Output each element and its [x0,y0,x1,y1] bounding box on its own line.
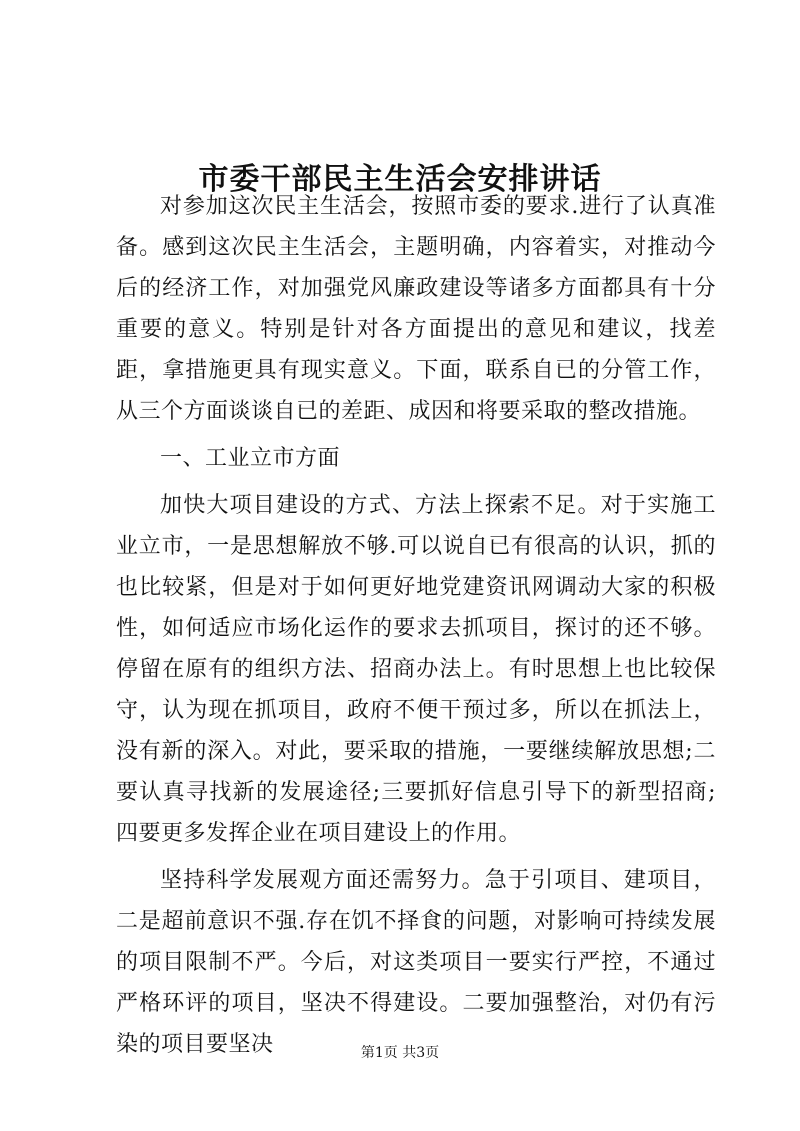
section-heading-industry: 一、工业立市方面 [160,446,341,471]
paragraph-project-construction: 加快大项目建设的方式、方法上探索不足。对于实施工业立市，一是思想解放不够.可以说自已有很高的认识，抓的也比较紧，但是对于如何更好地党建资讯网调动大家的积极性，如何适应市场化运作的要求去抓项目，探讨的还不够。停留在原有的组织方法、招商办法上。有时思想上也比较保守，认为现在抓项目，政府不便干预过多，所以在抓法上，没有新的深入。对此，要采取的措施，一要继续解放思想;二要认真寻找新的发展途径;三要抓好信息引导下的新型招商;四要更多发挥企业在项目建设上的作用。 [116,493,716,846]
document-body [116,186,716,1065]
paragraph-scientific-development: 坚持科学发展观方面还需努力。急于引项目、建项目，二是超前意识不强.存在饥不择食的问题，对影响可持续发展的项目限制不严。今后，对这类项目一要实行严控，不通过严格环评的项目，坚决不得建设。二要加强整治，对仍有污染的项目要坚决 [116,868,716,1057]
paragraph-intro: 对参加这次民主生活会，按照市委的要求.进行了认真准备。感到这次民主生活会，主题明确，内容着实，对推动今后的经济工作，对加强党风廉政建设等诸多方面都具有十分重要的意义。特别是针对各方面提出的意见和建议，找差距，拿措施更具有现实意义。下面，联系自已的分管工作，从三个方面谈谈自已的差距、成因和将要采取的整改措施。 [116,194,716,424]
page-footer: 第1页 共3页 [360,1045,440,1061]
document-title: 市委干部民主生活会安排讲话 [198,162,602,198]
